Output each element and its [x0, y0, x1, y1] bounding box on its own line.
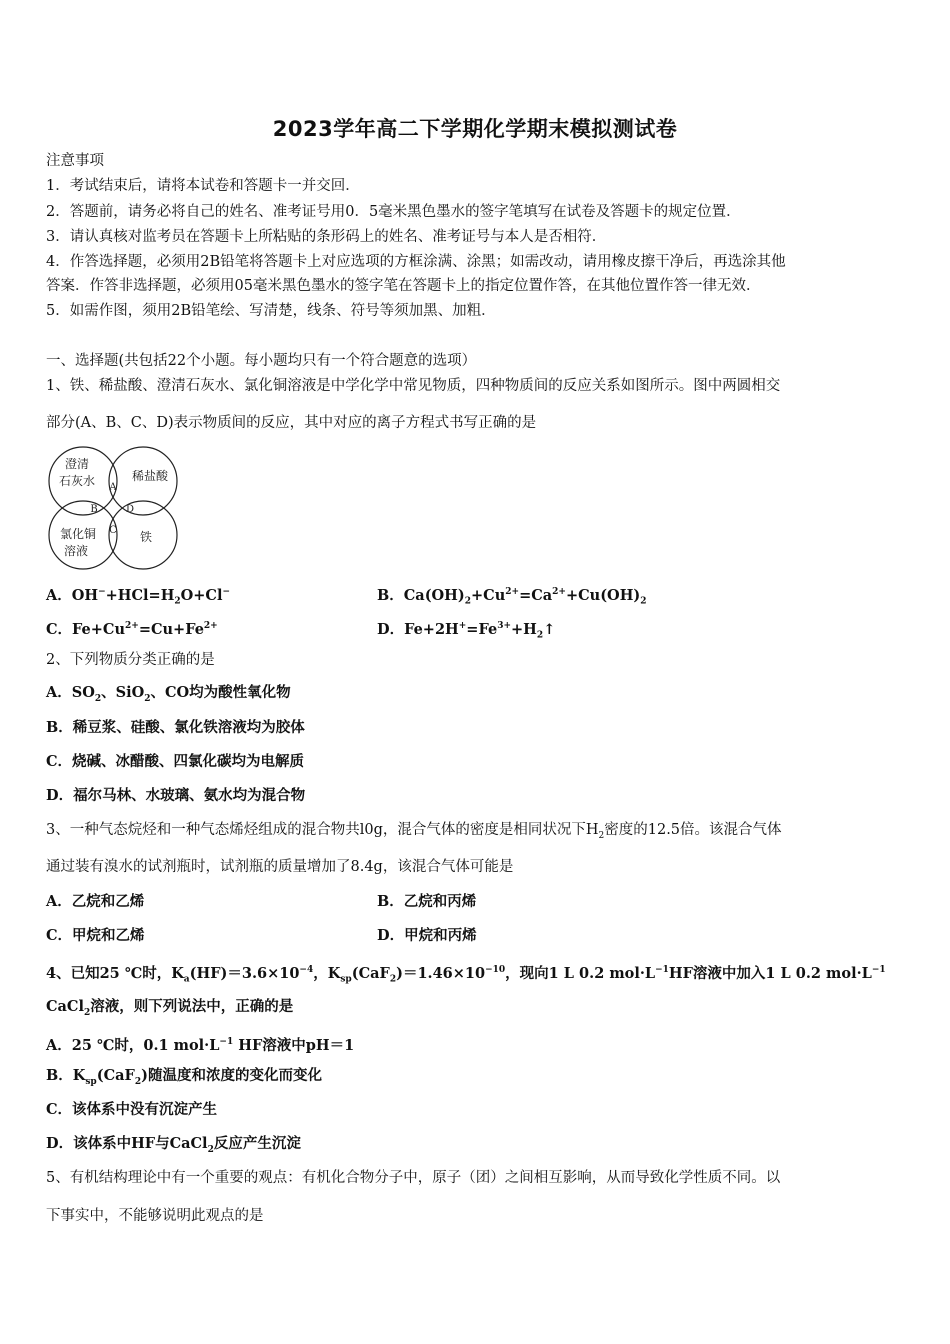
notice-item: 3．请认真核对监考员在答题卡上所粘贴的条形码上的姓名、准考证号与本人是否相符． — [46, 229, 607, 245]
q2-option-b: B．稀豆浆、硅酸、氯化铁溶液均为胶体 — [46, 719, 305, 736]
notice-item: 4．作答选择题，必须用2B铅笔将答题卡上对应选项的方框涂满、涂黑；如需改动，请用橡皮擦干净后，再选涂其他 — [46, 254, 786, 270]
q2-option-d: D．福尔马林、水玻璃、氨水均为混合物 — [46, 787, 306, 804]
q4-option-c: C．该体系中没有沉淀产生 — [46, 1101, 218, 1118]
venn-region-b: B — [90, 504, 98, 515]
q3-option-d: D．甲烷和丙烯 — [377, 927, 477, 944]
q3-option-b: B．乙烷和丙烯 — [377, 893, 477, 910]
venn-label: 溶液 — [63, 544, 89, 558]
q4-option-a: A．25 ℃时，0.1 $mol\cdot L^{-1}$ HF溶液中pH＝1 — [46, 1036, 355, 1054]
q5-stem-line2: 下事实中，不能够说明此观点的是 — [46, 1208, 264, 1224]
q1-option-c: C．$Fe+Cu^{2+}=Cu+Fe^{2+}$ — [46, 620, 218, 638]
q1-stem-line2: 部分(A、B、C、D)表示物质间的反应，其中对应的离子方程式书写正确的是 — [46, 415, 537, 431]
notice-item: 2．答题前，请务必将自己的姓名、准考证号用0．5毫米黑色墨水的签字笔填写在试卷及答题卡的规定位置． — [46, 204, 741, 220]
venn-label: 氯化铜 — [59, 527, 97, 541]
notice-item: 1．考试结束后，请将本试卷和答题卡一并交回． — [46, 178, 360, 194]
venn-region-a: A — [109, 482, 117, 493]
q1-option-a: A．$OH^-+HCl=H_2O+Cl^-$ — [46, 586, 231, 607]
q3-option-a: A．乙烷和乙烯 — [46, 893, 145, 910]
venn-diagram — [46, 445, 180, 571]
q3-stem-line1: 3、一种气态烷烃和一种气态烯烃组成的混合物共l0g，混合气体的密度是相同状况下$H_2$密度的12.5倍。该混合气体 — [46, 822, 782, 841]
q2-option-c: C．烧碱、冰醋酸、四氯化碳均为电解质 — [46, 753, 305, 770]
q4-option-b: B．$K_{sp}(CaF_2)$随温度和浓度的变化而变化 — [46, 1067, 322, 1087]
page-title: 2023学年高二下学期化学期末模拟测试卷 — [272, 117, 678, 141]
q4-option-d: D．该体系中HF与CaCl$_2$反应产生沉淀 — [46, 1135, 301, 1155]
q2-stem: 2、下列物质分类正确的是 — [46, 652, 215, 668]
q3-stem-line2: 通过装有溴水的试剂瓶时，试剂瓶的质量增加了8.4g，该混合气体可能是 — [46, 859, 514, 875]
q5-stem-line1: 5、有机结构理论中有一个重要的观点：有机化合物分子中，原子（团）之间相互影响，从而导致化学性质不同。以 — [46, 1170, 781, 1186]
venn-label: 石灰水 — [58, 474, 96, 488]
q2-option-a: A．$SO_2$、SiO$_2$、CO均为酸性氧化物 — [46, 684, 291, 704]
q1-stem-line1: 1、铁、稀盐酸、澄清石灰水、氯化铜溶液是中学化学中常见物质，四种物质间的反应关系如图所示。图中两圆相交 — [46, 378, 781, 394]
notice-item: 5．如需作图，须用2B铅笔绘、写清楚，线条、符号等须加黑、加粗． — [46, 303, 496, 319]
venn-region-c: C — [109, 525, 117, 536]
section-heading: 一、选择题(共包括22个小题。每小题均只有一个符合题意的选项） — [46, 353, 477, 369]
venn-label: 铁 — [139, 530, 153, 544]
venn-label: 稀盐酸 — [131, 469, 169, 483]
notice-heading: 注意事项 — [46, 153, 104, 169]
q1-option-b: B．$Ca(OH)_2+Cu^{2+}=Ca^{2+}+Cu(OH)_2$ — [377, 586, 647, 607]
q4-stem-line1: 4、已知25 ℃时，$K_a(HF)=3.6\times 10^{-4}$，$K_{sp}(CaF_2)=1.46\times 10^{-10}$，现向1 L 0.2 $mol\cdot L^{-1}HF$溶液中加入1 L 0.2 $mol\cdot L^{-1}$ — [46, 964, 886, 985]
q3-option-c: C．甲烷和乙烯 — [46, 927, 145, 944]
q4-stem-line2: CaCl$_2$溶液，则下列说法中，正确的是 — [46, 998, 294, 1018]
q1-option-d: D．$Fe+2H^+=Fe^{3+}+H_2↑$ — [377, 620, 556, 641]
venn-label: 澄清 — [64, 457, 90, 471]
venn-region-d: D — [125, 504, 135, 515]
notice-item: 答案．作答非选择题，必须用05毫米黑色墨水的签字笔在答题卡上的指定位置作答，在其他位置作答一律无效． — [46, 278, 761, 294]
